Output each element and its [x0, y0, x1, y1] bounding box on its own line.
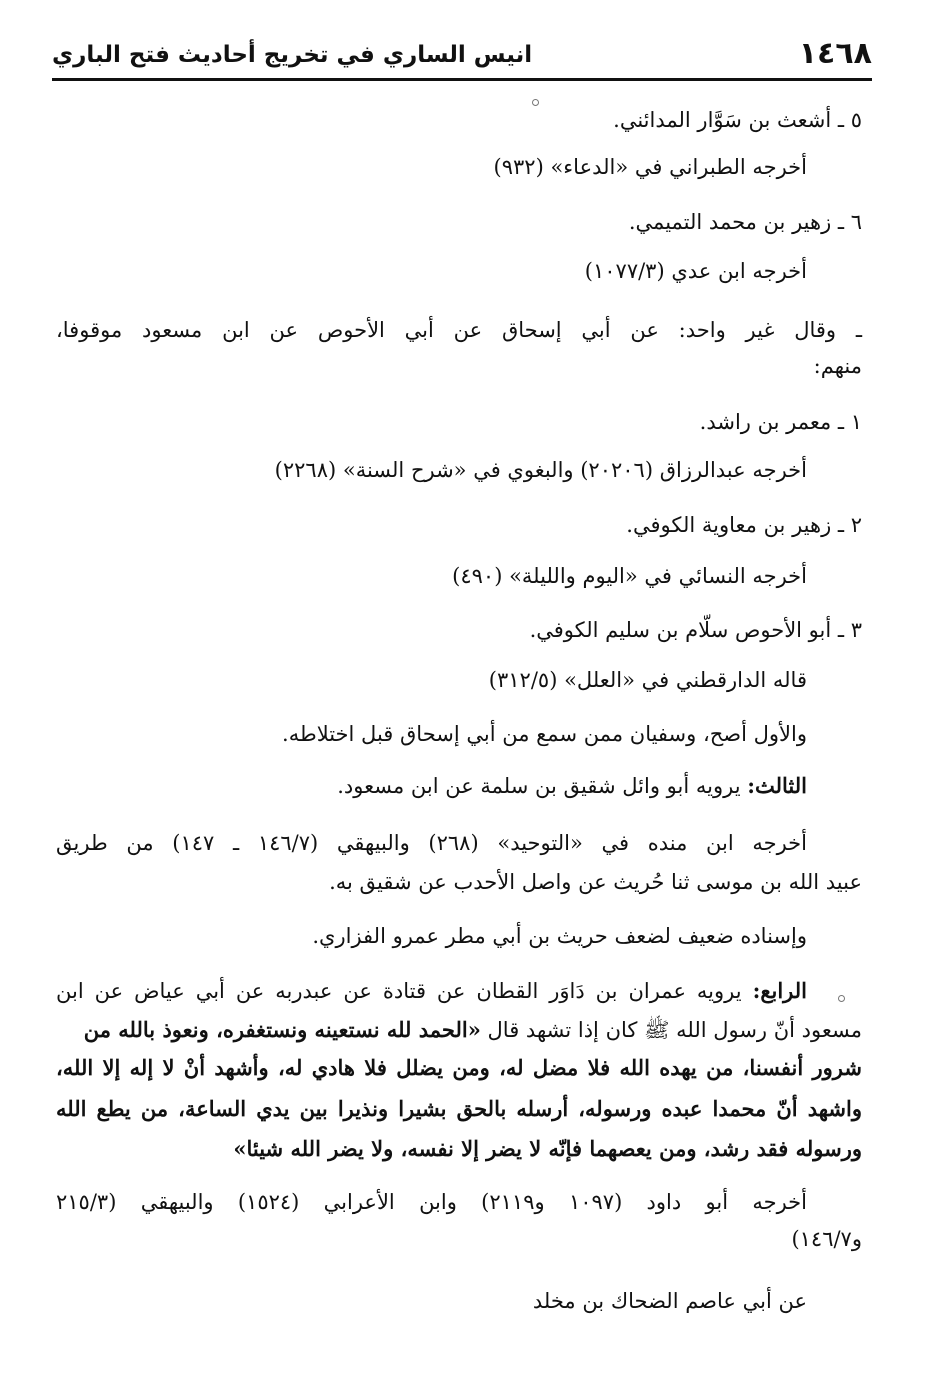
paragraph-line: عبيد الله بن موسى ثنا حُريث عن واصل الأحدب عن شقيق به.: [329, 870, 862, 894]
paragraph-line: وإسناده ضعيف لضعف حريث بن أبي مطر عمرو الفزاري.: [312, 924, 807, 948]
section-text: يرويه أبو وائل شقيق بن سلمة عن ابن مسعود.: [337, 774, 741, 798]
paragraph-line: أخرجه ابن منده في «التوحيد» (٢٦٨) والبيهقي (١٤٦/٧ ـ ١٤٧) من طريق: [56, 831, 807, 855]
speck-mark: [532, 99, 539, 106]
narrator-item-5: ٥ ـ أشعث بن سَوَّار المدائني.: [613, 108, 862, 132]
narrator-item-1: ١ ـ معمر بن راشد.: [699, 410, 862, 434]
section-label-fourth: الرابع:: [752, 978, 807, 1003]
hadith-line: ورسوله فقد رشد، ومن يعصهما فإنّه لا يضر إلا نفسه، ولا يضر الله شيئا»: [233, 1136, 862, 1161]
paragraph-line: أخرجه أبو داود (١٠٩٧ و٢١١٩) وابن الأعرابي (١٥٢٤) والبيهقي (٢١٥/٣: [56, 1190, 807, 1214]
takhrij-line: قاله الدارقطني في «العلل» (٣١٢/٥): [488, 668, 807, 692]
takhrij-line: أخرجه ابن عدي (١٠٧٧/٣): [584, 259, 807, 283]
takhrij-line: أخرجه الطبراني في «الدعاء» (٩٣٢): [493, 155, 807, 179]
hadith-text: «الحمد لله نستعينه ونستغفره، ونعوذ بالله من: [83, 1017, 481, 1042]
narrator-item-3: ٣ ـ أبو الأحوص سلّام بن سليم الكوفي.: [529, 618, 862, 642]
paragraph-line: [84, 1014, 862, 1046]
takhrij-line: أخرجه النسائي في «اليوم والليلة» (٤٩٠): [452, 564, 807, 588]
paragraph-line: [337, 770, 807, 802]
hadith-line: شرور أنفسنا، من يهده الله فلا مضل له، ومن يضلل فلا هادي له، وأشهد أنْ لا إله إلا الله،: [56, 1055, 862, 1080]
page-header: [52, 32, 872, 81]
takhrij-line: أخرجه عبدالرزاق (٢٠٢٠٦) والبغوي في «شرح السنة» (٢٢٦٨): [274, 458, 807, 482]
paragraph-line: والأول أصح، وسفيان ممن سمع من أبي إسحاق قبل اختلاطه.: [282, 722, 807, 746]
paragraph-line: و١٤٦/٧): [791, 1227, 862, 1251]
paragraph-line: عن أبي عاصم الضحاك بن مخلد: [532, 1289, 807, 1313]
paragraph-line: [56, 975, 807, 1007]
page-number: ١٤٦٨: [798, 36, 872, 71]
paragraph-line: منهم:: [813, 354, 862, 378]
narrator-item-6: ٦ ـ زهير بن محمد التميمي.: [628, 210, 862, 234]
section-text: يرويه عمران بن دَاوَر القطان عن قتادة عن عبدربه عن أبي عياض عن ابن: [56, 979, 742, 1003]
hadith-intro: مسعود أنّ رسول الله ﷺ كان إذا تشهد قال: [487, 1018, 862, 1042]
hadith-line: واشهد أنّ محمدا عبده ورسوله، أرسله بالحق بشيرا ونذيرا بين يدي الساعة، من يطع الله: [56, 1096, 862, 1121]
narrator-item-2: ٢ ـ زهير بن معاوية الكوفي.: [626, 513, 862, 537]
paragraph-line: ـ وقال غير واحد: عن أبي إسحاق عن أبي الأحوص عن ابن مسعود موقوفا،: [56, 318, 862, 342]
running-title: انيس الساري في تخريج أحاديث فتح الباري: [52, 42, 533, 68]
speck-mark: [838, 995, 845, 1002]
section-label-third: الثالث:: [747, 773, 807, 798]
